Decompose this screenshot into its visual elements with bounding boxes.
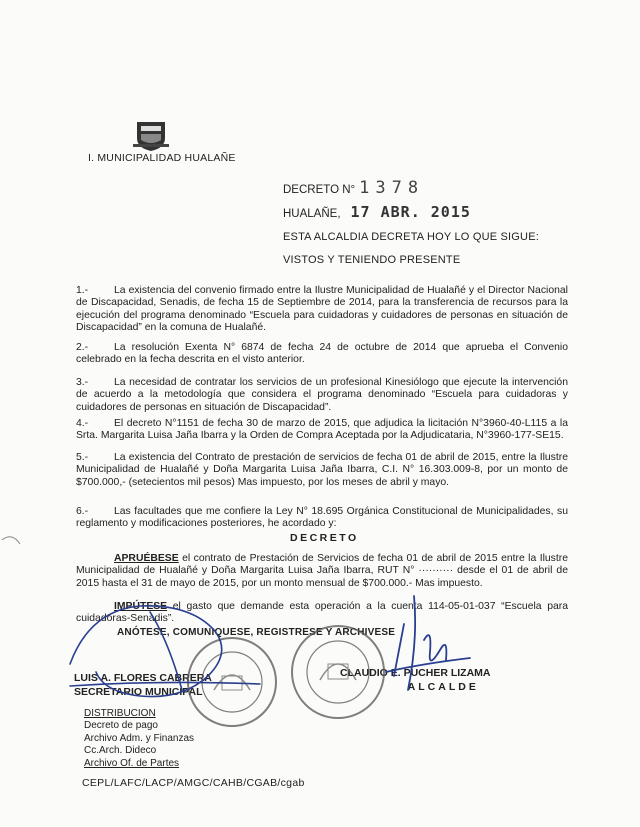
distribution-item: Decreto de pago — [84, 720, 158, 732]
consideration-paragraph — [76, 418, 568, 443]
declaration-line: ESTA ALCALDIA DECRETA HOY LO QUE SIGUE: — [283, 231, 539, 243]
secretary-signature-block — [74, 671, 212, 699]
distribution-item: Archivo Adm. y Finanzas — [84, 732, 195, 744]
mayor-name: CLAUDIO E. PUCHER LIZAMA — [340, 667, 491, 679]
paragraph-number: 5.- — [76, 452, 89, 463]
decree-number-line — [283, 178, 424, 198]
date-stamp: 17 ABR. 2015 — [350, 203, 471, 221]
paragraph-text: El decreto N°1151 de fecha 30 de marzo de 2015, que adjudica la licitación N°3960-40-L115 a la Srta. Margarita Luisa Jaña Ibarra y la Orden de Compra Aceptada por la Adjudicataria, N°3960-177-SE15. — [76, 418, 568, 442]
approval-text: el contrato de Prestación de Servicios de fecha 01 de abril de 2015 entre la Ilustre Municipalidad de Hualañé y Doña Margarita Luisa Jaña Ibarra, RUT N° ·········· desde el 01 de abril de 2015 hasta el 31 de mayo de 2015, por un monto mensual de $700.000.- Mas impuesto. — [76, 553, 568, 589]
secretary-name: LUIS A. FLORES CABRERA — [74, 672, 212, 684]
secretary-title: SECRETARIO MUNICIPAL — [74, 686, 203, 698]
imputation-keyword: IMPÚTESE — [114, 601, 168, 612]
distribution-heading: DISTRIBUCION — [84, 708, 156, 719]
paragraph-number: 6.- — [76, 506, 89, 517]
initials-line: CEPL/LAFC/LACP/AMGC/CAHB/CGAB/cgab — [82, 777, 305, 789]
place-date-line — [283, 203, 471, 221]
place-label: HUALAÑE, — [283, 208, 341, 220]
consideration-paragraph — [76, 506, 568, 531]
municipal-coat-of-arms-icon — [133, 118, 169, 152]
paragraph-text: La existencia del convenio firmado entre la Ilustre Municipalidad de Hualañé y el Director Nacional de Discapacidad, Senadis, de fecha 15 de Septiembre de 2014, para la transferencia de recursos para la ejecución del programa denominado “Escuela para cuidadoras y cuidadores de personas en situación de Discapacidad” en la comuna de Hualañé. — [76, 285, 568, 333]
decree-number-label: DECRETO N° — [283, 184, 356, 196]
paragraph-number: 1.- — [76, 285, 89, 296]
paragraph-number: 3.- — [76, 377, 89, 388]
paragraph-number: 2.- — [76, 342, 89, 353]
distribution-list — [84, 708, 194, 770]
decreto-heading: DECRETO — [290, 532, 359, 544]
paragraph-text: Las facultades que me confiere la Ley N° 18.695 Orgánica Constitucional de Municipalidades, su reglamento y modificaciones posteriores, he acordado y: — [76, 506, 568, 530]
mayor-title: ALCALDE — [407, 681, 479, 693]
decree-number-stamp: 1378 — [359, 178, 425, 198]
imputation-text: el gasto que demande esta operación a la cuenta 114-05-01-037 “Escuela para cuidadoras-Senadis”. — [76, 601, 569, 625]
paragraph-text: La necesidad de contratar los servicios de un profesional Kinesiólogo que ejecute la intervención de acuerdo a la metodología que considera el programa denominado “Escuela para cuidadoras y cuidadores de personas en situación de Discapacidad”. — [76, 377, 568, 413]
distribution-item: Cc.Arch. Dideco — [84, 745, 157, 757]
approval-clause — [76, 553, 568, 590]
consideration-paragraph — [76, 377, 568, 414]
vistos-heading: VISTOS Y TENIENDO PRESENTE — [283, 254, 461, 266]
municipality-name: I. MUNICIPALIDAD HUALAÑE — [88, 152, 236, 164]
imputation-clause — [76, 601, 568, 626]
paragraph-text: La resolución Exenta N° 6874 de fecha 24 de octubre de 2014 que aprueba el Convenio celebrado en la fecha descrita en el visto anterior. — [76, 342, 568, 366]
approval-keyword: APRUÉBESE — [114, 553, 179, 564]
paragraph-text: La existencia del Contrato de prestación de servicios de fecha 01 de abril de 2015, entre la Ilustre Municipalidad de Hualañé y Doña Margarita Luisa Jaña Ibarra, C.I. N° 16.303.009-8, por un monto de $700.000,- (setecientos mil pesos) Mas impuesto, por los meses de abril y mayo. — [76, 452, 568, 488]
distribution-item: Archivo Of. de Partes — [84, 757, 180, 769]
consideration-paragraph — [76, 342, 568, 367]
mayor-signature-block — [340, 666, 491, 694]
consideration-paragraph — [76, 452, 568, 489]
consideration-paragraph — [76, 285, 568, 334]
margin-mark — [2, 537, 20, 544]
paragraph-number: 4.- — [76, 418, 89, 429]
anotese-line: ANÓTESE, COMUNIQUESE, REGISTRESE Y ARCHIVESE — [117, 627, 396, 638]
